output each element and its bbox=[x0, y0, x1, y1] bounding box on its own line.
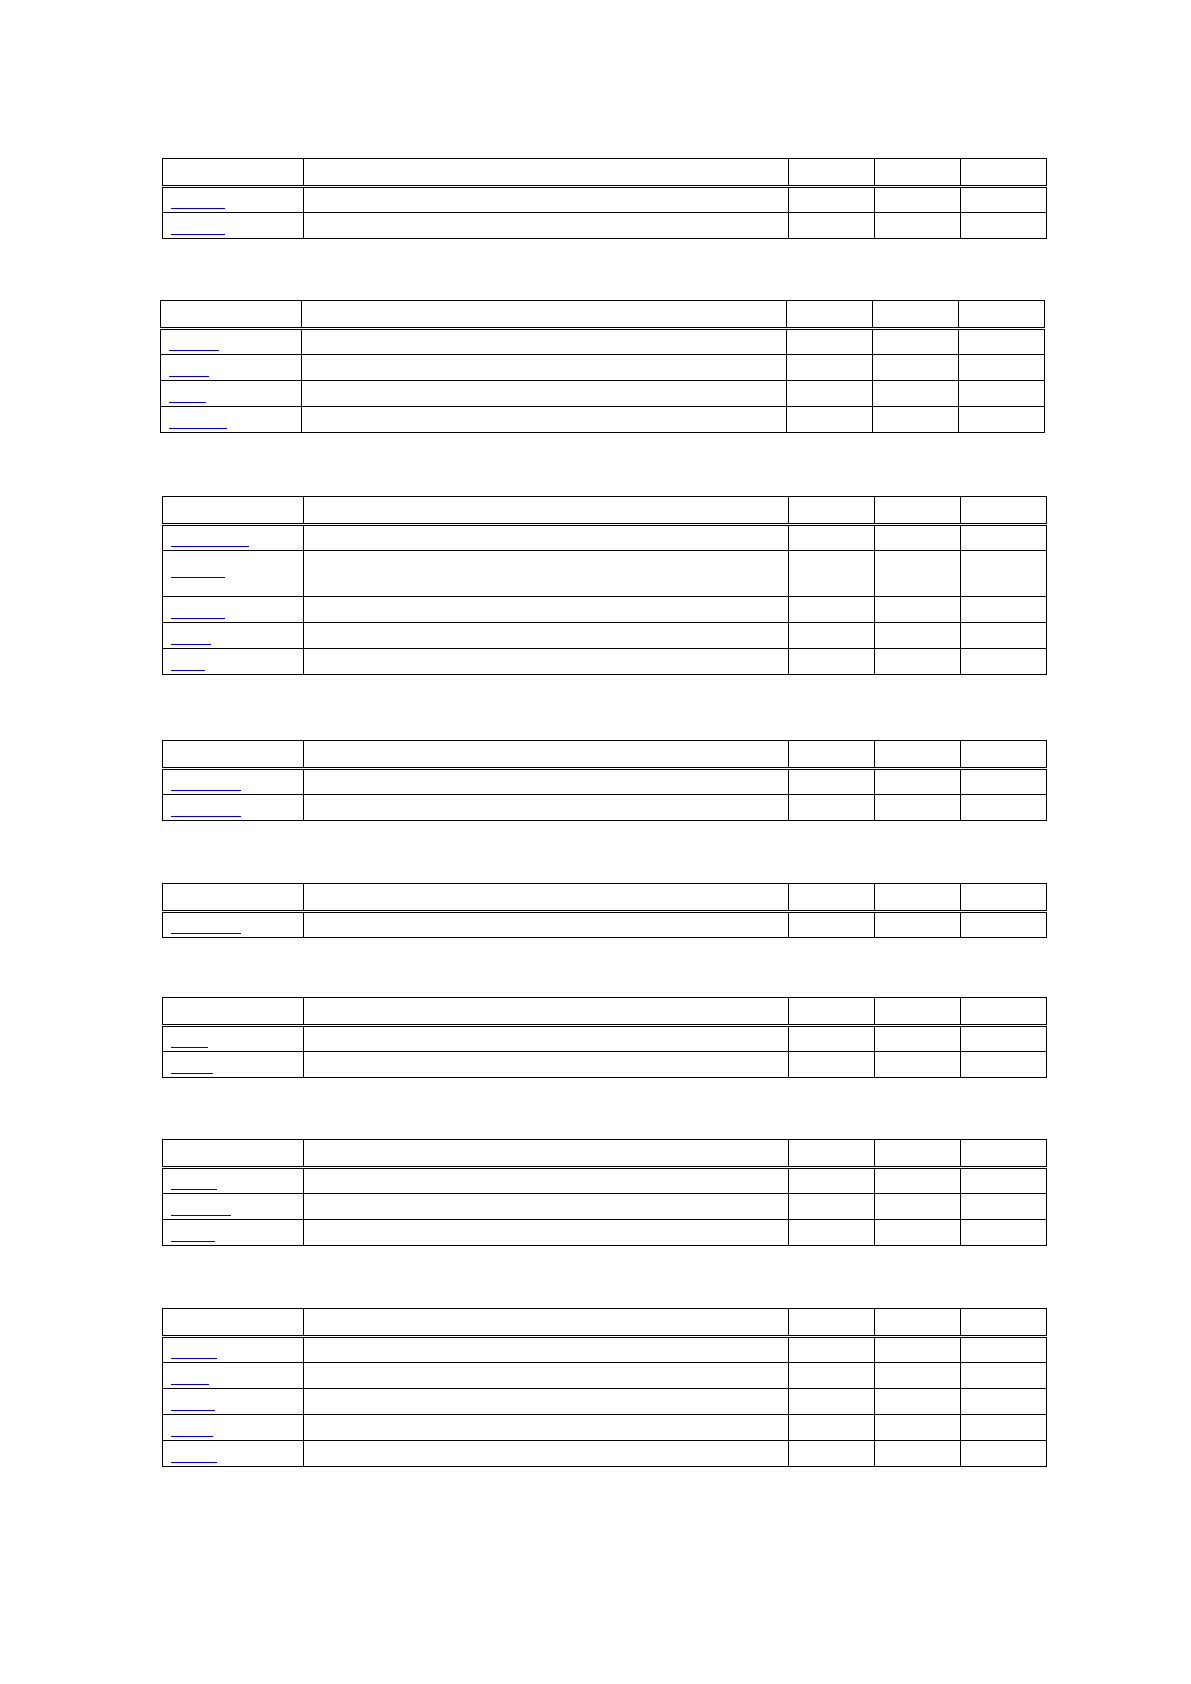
link-cell bbox=[163, 1337, 304, 1363]
table-cell bbox=[873, 381, 959, 407]
link-cell bbox=[163, 795, 304, 821]
table-header-row bbox=[163, 998, 1047, 1026]
header-cell bbox=[875, 1309, 961, 1337]
table-cell bbox=[961, 1052, 1047, 1078]
table-cell bbox=[875, 213, 961, 239]
row-link[interactable] bbox=[171, 544, 249, 547]
table-row bbox=[163, 551, 1047, 597]
table-cell bbox=[304, 1363, 789, 1389]
table-cell bbox=[789, 1363, 875, 1389]
row-link[interactable] bbox=[171, 668, 205, 671]
row-link[interactable] bbox=[171, 616, 225, 619]
table-cell bbox=[304, 769, 789, 795]
table-cell bbox=[304, 1337, 789, 1363]
row-link[interactable] bbox=[169, 426, 227, 429]
row-link[interactable] bbox=[171, 575, 225, 578]
header-cell bbox=[875, 998, 961, 1026]
link-cell bbox=[161, 381, 302, 407]
link-cell bbox=[163, 1389, 304, 1415]
header-cell bbox=[163, 998, 304, 1026]
link-cell bbox=[163, 769, 304, 795]
table-cell bbox=[304, 1220, 789, 1246]
header-cell bbox=[961, 1140, 1047, 1168]
row-link[interactable] bbox=[171, 1187, 217, 1190]
link-cell bbox=[163, 1052, 304, 1078]
row-link[interactable] bbox=[171, 1239, 215, 1242]
table-row bbox=[163, 769, 1047, 795]
table-cell bbox=[304, 795, 789, 821]
table-cell bbox=[304, 1052, 789, 1078]
header-cell bbox=[959, 301, 1045, 329]
header-cell bbox=[789, 741, 875, 769]
header-cell bbox=[789, 884, 875, 912]
row-link[interactable] bbox=[171, 1071, 213, 1074]
header-cell bbox=[304, 497, 789, 525]
table-row bbox=[163, 1194, 1047, 1220]
table-cell bbox=[959, 329, 1045, 355]
table-cell bbox=[302, 329, 787, 355]
link-cell bbox=[163, 1363, 304, 1389]
table-cell bbox=[302, 407, 787, 433]
table-cell bbox=[875, 623, 961, 649]
row-link[interactable] bbox=[169, 400, 206, 403]
table-cell bbox=[961, 597, 1047, 623]
row-link[interactable] bbox=[171, 1382, 209, 1385]
header-cell bbox=[304, 159, 789, 187]
header-cell bbox=[163, 1309, 304, 1337]
header-cell bbox=[161, 301, 302, 329]
table-cell bbox=[789, 649, 875, 675]
data-table-2 bbox=[160, 300, 1045, 433]
table-cell bbox=[961, 1441, 1047, 1467]
table-cell bbox=[961, 1168, 1047, 1194]
table-cell bbox=[304, 912, 789, 938]
table-cell bbox=[302, 355, 787, 381]
header-cell bbox=[304, 1140, 789, 1168]
table-cell bbox=[304, 1026, 789, 1052]
table-row bbox=[163, 1026, 1047, 1052]
table-row bbox=[163, 213, 1047, 239]
table-cell bbox=[789, 1389, 875, 1415]
table-row bbox=[163, 649, 1047, 675]
table-row bbox=[161, 407, 1045, 433]
table-cell bbox=[304, 1441, 789, 1467]
row-link[interactable] bbox=[171, 1213, 231, 1216]
table-row bbox=[163, 1168, 1047, 1194]
table-row bbox=[163, 597, 1047, 623]
table-cell bbox=[961, 525, 1047, 551]
table-cell bbox=[875, 795, 961, 821]
row-link[interactable] bbox=[171, 1408, 215, 1411]
table-header-row bbox=[163, 159, 1047, 187]
link-cell bbox=[163, 525, 304, 551]
row-link[interactable] bbox=[169, 374, 209, 377]
header-cell bbox=[873, 301, 959, 329]
table-cell bbox=[789, 1415, 875, 1441]
table-row bbox=[163, 1441, 1047, 1467]
table-row bbox=[163, 525, 1047, 551]
table-cell bbox=[875, 1194, 961, 1220]
row-link[interactable] bbox=[171, 788, 241, 791]
header-cell bbox=[163, 497, 304, 525]
table-header-row bbox=[163, 1140, 1047, 1168]
table-cell bbox=[304, 1194, 789, 1220]
table-cell bbox=[875, 1389, 961, 1415]
row-link[interactable] bbox=[171, 1460, 217, 1463]
header-cell bbox=[789, 497, 875, 525]
table-header-row bbox=[163, 884, 1047, 912]
link-cell bbox=[163, 1415, 304, 1441]
link-cell bbox=[163, 1168, 304, 1194]
header-cell bbox=[875, 1140, 961, 1168]
table-row bbox=[163, 912, 1047, 938]
table-cell bbox=[304, 525, 789, 551]
link-cell bbox=[161, 407, 302, 433]
link-cell bbox=[163, 551, 304, 597]
row-link[interactable] bbox=[171, 814, 241, 817]
table-row bbox=[163, 1220, 1047, 1246]
table-cell bbox=[875, 1441, 961, 1467]
data-table-3 bbox=[162, 496, 1047, 675]
table-cell bbox=[961, 1415, 1047, 1441]
table-row bbox=[163, 623, 1047, 649]
table-cell bbox=[789, 597, 875, 623]
table-row bbox=[161, 355, 1045, 381]
table-cell bbox=[961, 551, 1047, 597]
table-cell bbox=[787, 329, 873, 355]
table-cell bbox=[875, 187, 961, 213]
table-cell bbox=[873, 355, 959, 381]
header-cell bbox=[961, 159, 1047, 187]
table-cell bbox=[304, 551, 789, 597]
table-cell bbox=[875, 912, 961, 938]
data-table-6 bbox=[162, 997, 1047, 1078]
table-cell bbox=[875, 525, 961, 551]
table-cell bbox=[959, 355, 1045, 381]
table-cell bbox=[961, 769, 1047, 795]
row-link[interactable] bbox=[169, 348, 219, 351]
row-link[interactable] bbox=[171, 206, 225, 209]
table-cell bbox=[789, 551, 875, 597]
link-cell bbox=[163, 1026, 304, 1052]
table-cell bbox=[961, 1337, 1047, 1363]
table-cell bbox=[304, 187, 789, 213]
table-cell bbox=[873, 329, 959, 355]
table-cell bbox=[959, 381, 1045, 407]
table-cell bbox=[961, 1389, 1047, 1415]
table-cell bbox=[789, 1052, 875, 1078]
table-cell bbox=[789, 1220, 875, 1246]
data-table-1 bbox=[162, 158, 1047, 239]
table-cell bbox=[961, 1194, 1047, 1220]
header-cell bbox=[163, 884, 304, 912]
table-header-row bbox=[163, 741, 1047, 769]
header-cell bbox=[789, 998, 875, 1026]
data-table-8 bbox=[162, 1308, 1047, 1467]
header-cell bbox=[875, 497, 961, 525]
table-cell bbox=[789, 1194, 875, 1220]
table-cell bbox=[789, 1337, 875, 1363]
link-cell bbox=[161, 355, 302, 381]
header-cell bbox=[961, 1309, 1047, 1337]
header-cell bbox=[787, 301, 873, 329]
table-row bbox=[163, 1389, 1047, 1415]
table-cell bbox=[304, 1168, 789, 1194]
table-cell bbox=[787, 407, 873, 433]
table-cell bbox=[961, 213, 1047, 239]
link-cell bbox=[163, 1441, 304, 1467]
link-cell bbox=[163, 1220, 304, 1246]
header-cell bbox=[961, 497, 1047, 525]
table-cell bbox=[961, 649, 1047, 675]
table-cell bbox=[961, 795, 1047, 821]
table-cell bbox=[875, 1337, 961, 1363]
table-row bbox=[163, 1052, 1047, 1078]
link-cell bbox=[163, 187, 304, 213]
table-cell bbox=[304, 213, 789, 239]
header-cell bbox=[875, 159, 961, 187]
header-cell bbox=[961, 741, 1047, 769]
link-cell bbox=[163, 649, 304, 675]
header-cell bbox=[875, 741, 961, 769]
row-link[interactable] bbox=[171, 232, 225, 235]
header-cell bbox=[961, 998, 1047, 1026]
row-link[interactable] bbox=[171, 1045, 208, 1048]
link-cell bbox=[163, 597, 304, 623]
header-cell bbox=[163, 159, 304, 187]
table-cell bbox=[789, 1168, 875, 1194]
header-cell bbox=[875, 884, 961, 912]
table-cell bbox=[304, 623, 789, 649]
header-cell bbox=[304, 1309, 789, 1337]
table-header-row bbox=[161, 301, 1045, 329]
table-header-row bbox=[163, 497, 1047, 525]
table-cell bbox=[875, 1052, 961, 1078]
row-link[interactable] bbox=[171, 931, 241, 934]
header-cell bbox=[961, 884, 1047, 912]
table-cell bbox=[787, 381, 873, 407]
link-cell bbox=[161, 329, 302, 355]
table-row bbox=[163, 795, 1047, 821]
data-table-7 bbox=[162, 1139, 1047, 1246]
data-table-4 bbox=[162, 740, 1047, 821]
table-cell bbox=[875, 551, 961, 597]
table-cell bbox=[961, 1363, 1047, 1389]
table-cell bbox=[961, 1220, 1047, 1246]
header-cell bbox=[304, 884, 789, 912]
link-cell bbox=[163, 912, 304, 938]
table-cell bbox=[304, 649, 789, 675]
table-cell bbox=[961, 187, 1047, 213]
table-row bbox=[163, 1415, 1047, 1441]
table-cell bbox=[304, 1389, 789, 1415]
table-cell bbox=[875, 1363, 961, 1389]
header-cell bbox=[304, 998, 789, 1026]
table-cell bbox=[789, 769, 875, 795]
table-cell bbox=[789, 795, 875, 821]
table-cell bbox=[789, 213, 875, 239]
table-cell bbox=[875, 769, 961, 795]
table-cell bbox=[875, 1415, 961, 1441]
row-link[interactable] bbox=[171, 1356, 217, 1359]
table-cell bbox=[789, 1026, 875, 1052]
header-cell bbox=[302, 301, 787, 329]
table-cell bbox=[961, 1026, 1047, 1052]
header-cell bbox=[789, 1140, 875, 1168]
table-cell bbox=[302, 381, 787, 407]
table-cell bbox=[789, 623, 875, 649]
table-cell bbox=[789, 187, 875, 213]
header-cell bbox=[789, 1309, 875, 1337]
header-cell bbox=[163, 1140, 304, 1168]
table-cell bbox=[789, 912, 875, 938]
table-header-row bbox=[163, 1309, 1047, 1337]
table-cell bbox=[959, 407, 1045, 433]
table-cell bbox=[304, 1415, 789, 1441]
table-row bbox=[163, 1363, 1047, 1389]
table-cell bbox=[875, 649, 961, 675]
table-cell bbox=[873, 407, 959, 433]
table-cell bbox=[875, 1168, 961, 1194]
table-row bbox=[161, 329, 1045, 355]
table-cell bbox=[789, 1441, 875, 1467]
table-cell bbox=[875, 1220, 961, 1246]
table-cell bbox=[304, 597, 789, 623]
link-cell bbox=[163, 1194, 304, 1220]
header-cell bbox=[163, 741, 304, 769]
table-cell bbox=[875, 1026, 961, 1052]
row-link[interactable] bbox=[171, 642, 211, 645]
table-cell bbox=[789, 525, 875, 551]
data-table-5 bbox=[162, 883, 1047, 938]
header-cell bbox=[304, 741, 789, 769]
table-row bbox=[161, 381, 1045, 407]
table-row bbox=[163, 1337, 1047, 1363]
row-link[interactable] bbox=[171, 1434, 213, 1437]
table-cell bbox=[875, 597, 961, 623]
link-cell bbox=[163, 623, 304, 649]
table-cell bbox=[961, 623, 1047, 649]
header-cell bbox=[789, 159, 875, 187]
table-cell bbox=[961, 912, 1047, 938]
table-row bbox=[163, 187, 1047, 213]
table-cell bbox=[787, 355, 873, 381]
link-cell bbox=[163, 213, 304, 239]
